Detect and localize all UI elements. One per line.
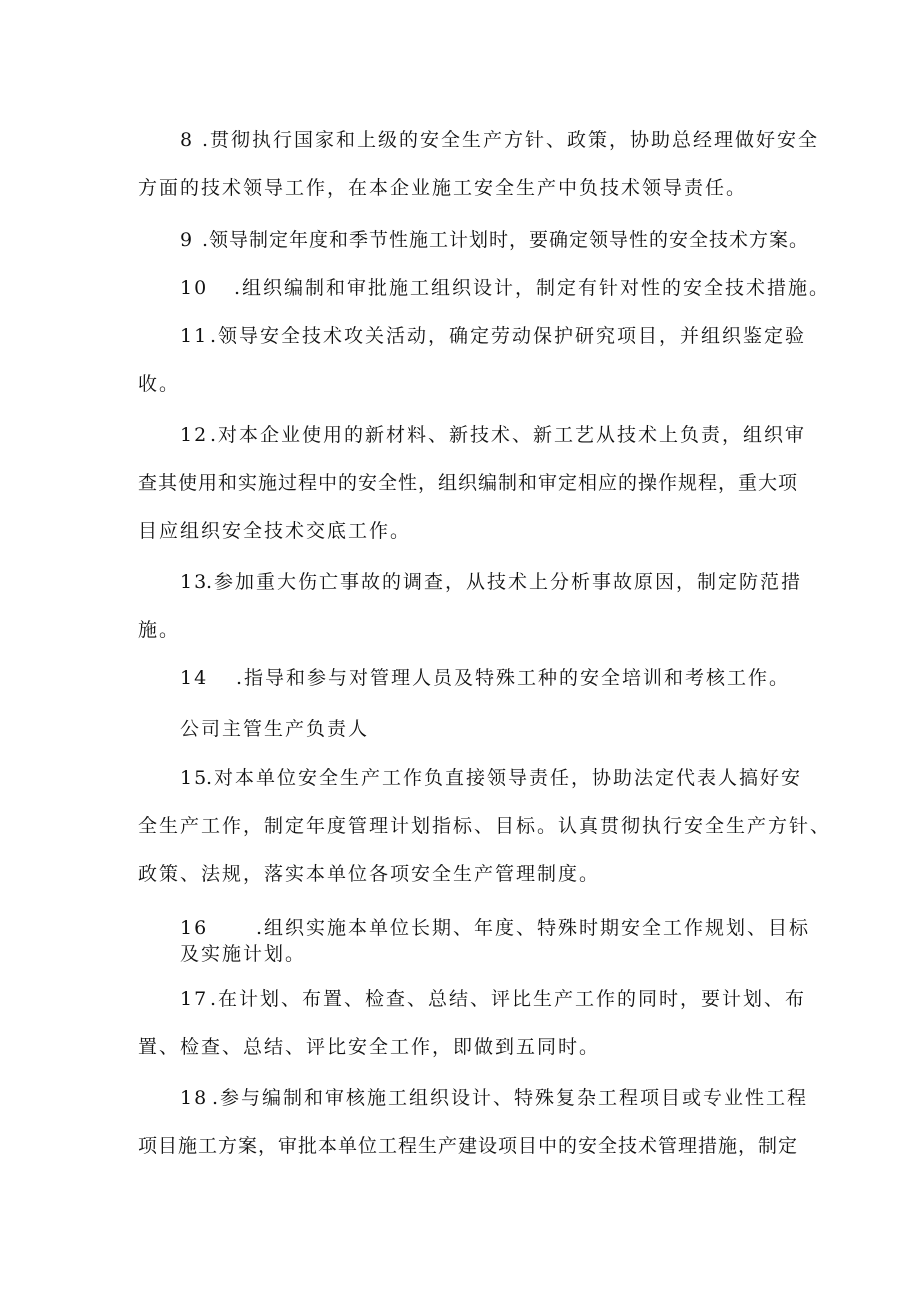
item-11-line-1 bbox=[180, 324, 806, 348]
item-number: 13 bbox=[180, 571, 209, 593]
item-15-line-1 bbox=[180, 766, 802, 790]
item-13-line-1 bbox=[180, 570, 802, 594]
item-number: 10 bbox=[180, 277, 209, 299]
item-13-line-2 bbox=[138, 618, 180, 642]
item-number: 11 bbox=[180, 325, 209, 347]
item-text: 全生产工作，制定年度管理计划指标、目标。认真贯彻执行安全生产方针、 bbox=[138, 815, 832, 837]
section-heading bbox=[180, 717, 369, 741]
item-text: 查其使用和实施过程中的安全性，组织编制和审定相应的操作规程，重大项 bbox=[138, 472, 799, 494]
item-16-line-1 bbox=[180, 916, 810, 940]
item-10-line-1 bbox=[180, 276, 830, 300]
item-12-line-2 bbox=[138, 471, 798, 495]
item-text: 收。 bbox=[138, 373, 181, 395]
item-14-line-1 bbox=[180, 666, 790, 690]
item-number: 17 bbox=[180, 988, 209, 1010]
item-text: .在计划、布置、检查、总结、评比生产工作的同时，要计划、布 bbox=[210, 988, 807, 1010]
item-number: 12 bbox=[180, 424, 209, 446]
item-number: 14 bbox=[180, 667, 209, 689]
item-text: .参与编制和审核施工组织设计、特殊复杂工程项目或专业性工程 bbox=[212, 1087, 809, 1109]
heading-text: 公司主管生产负责人 bbox=[180, 718, 370, 740]
item-text: .指导和参与对管理人员及特殊工种的安全培训和考核工作。 bbox=[236, 667, 791, 689]
item-11-line-2 bbox=[138, 372, 180, 396]
item-text: .对本企业使用的新材料、新技术、新工艺从技术上负责，组织审 bbox=[210, 424, 807, 446]
item-number: 16 bbox=[180, 917, 209, 939]
item-text: 项目施工方案，审批本单位工程生产建设项目中的安全技术管理措施，制定 bbox=[138, 1135, 799, 1157]
item-15-line-3 bbox=[138, 862, 600, 886]
item-9-line-1 bbox=[180, 228, 809, 252]
item-text: .参加重大伤亡事故的调查，从技术上分析事故原因，制定防范措 bbox=[206, 571, 803, 593]
item-17-line-1 bbox=[180, 987, 806, 1011]
item-number: 8 bbox=[180, 129, 195, 151]
item-8-line-1 bbox=[180, 128, 819, 152]
item-text: .贯彻执行国家和上级的安全生产方针、政策，协助总经理做好安全 bbox=[202, 129, 820, 151]
item-number: 18 bbox=[180, 1087, 209, 1109]
item-text: .领导安全技术攻关活动，确定劳动保护研究项目，并组织鉴定验 bbox=[210, 325, 807, 347]
item-text: 及实施计划。 bbox=[180, 943, 307, 965]
item-number: 9 bbox=[180, 229, 194, 251]
item-text: .对本单位安全生产工作负直接领导责任，协助法定代表人搞好安 bbox=[206, 767, 803, 789]
item-18-line-1 bbox=[180, 1086, 808, 1110]
item-15-line-2 bbox=[138, 814, 831, 838]
item-text: 施。 bbox=[138, 619, 181, 641]
item-12-line-1 bbox=[180, 423, 806, 447]
item-16-line-2 bbox=[180, 942, 306, 966]
item-number: 15 bbox=[180, 767, 209, 789]
item-text: .组织编制和审批施工组织设计，制定有针对性的安全技术措施。 bbox=[234, 277, 831, 299]
item-18-line-2 bbox=[138, 1134, 798, 1158]
item-8-line-2 bbox=[138, 176, 747, 200]
item-12-line-3 bbox=[138, 519, 411, 543]
item-text: 目应组织安全技术交底工作。 bbox=[138, 520, 412, 542]
item-text: 置、检查、总结、评比安全工作，即做到五同时。 bbox=[138, 1036, 601, 1058]
item-17-line-2 bbox=[138, 1035, 600, 1059]
item-text: .组织实施本单位长期、年度、特殊时期安全工作规划、目标 bbox=[256, 917, 811, 939]
item-text: .领导制定年度和季节性施工计划时，要确定领导性的安全技术方案。 bbox=[202, 229, 810, 251]
item-text: 方面的技术领导工作，在本企业施工安全生产中负技术领导责任。 bbox=[138, 177, 748, 199]
item-text: 政策、法规，落实本单位各项安全生产管理制度。 bbox=[138, 863, 601, 885]
